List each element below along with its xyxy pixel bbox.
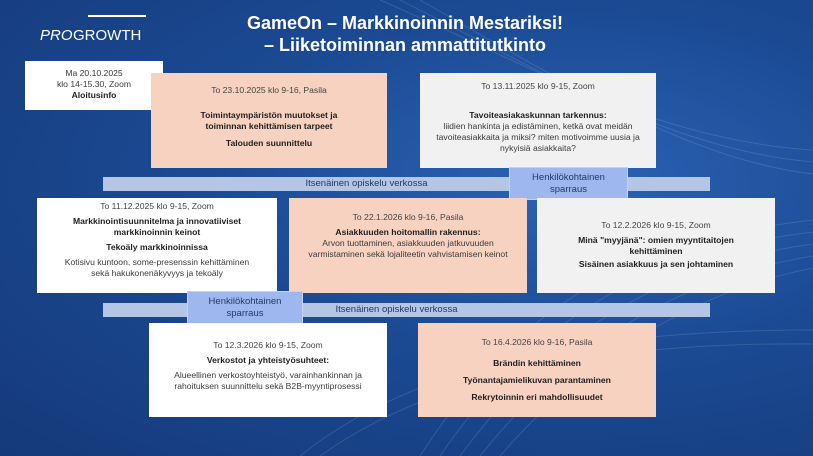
- session-time: klo 14-15.30, Zoom: [56, 79, 132, 89]
- session-topic: Työnantajamielikuvan parantaminen: [463, 375, 611, 385]
- session-note: liidien hankinta ja edistäminen, ketkä ovat meidän tavoiteasiakkaita ja miksi? miten motivoimme uusia ja nykyisiä asiakkaita?: [436, 121, 640, 153]
- svg-text:PRO: PRO: [40, 27, 73, 44]
- title-line-2: – Liiketoiminnan ammattitutkinto: [263, 35, 547, 55]
- session-box-asiakkuuden-hoitomalli: [289, 198, 527, 293]
- sparring-label: Henkilökohtainen sparraus: [532, 172, 605, 195]
- session-date: Ma 20.10.2025: [65, 68, 123, 78]
- session-topic: Sisäinen asiakkuus ja sen johtaminen: [578, 259, 734, 269]
- self-study-label: Itsenäinen opiskelu verkossa: [305, 178, 428, 189]
- title-line-1: GameOn – Markkinoinnin Mestariksi!: [246, 13, 564, 33]
- session-date: To 11.12.2025 klo 9-15, Zoom: [100, 201, 214, 211]
- session-topic: Brändin kehittäminen: [493, 358, 581, 368]
- session-topic: Aloitusinfo: [71, 90, 117, 100]
- session-note: Arvon tuottaminen, asiakkuuden jatkuvuuden varmistaminen sekä lojaliteetin vahvistamisen keinot: [308, 238, 508, 259]
- sparring-pill-1: [509, 167, 628, 200]
- session-topic: Markkinointisuunnitelma ja innovatiiviset markkinoinnin keinot: [72, 216, 242, 237]
- svg-text:GROWTH: GROWTH: [73, 27, 142, 44]
- sparring-label: Henkilökohtainen sparraus: [208, 296, 282, 319]
- session-topic: Toimintaympäristön muutokset ja toiminnan kehittämisen tarpeet: [200, 110, 338, 131]
- session-box-tavoiteasiakaskunta: [420, 73, 656, 168]
- session-box-brandi: [418, 323, 656, 417]
- session-note: Kotisivu kuntoon, some-presenssin kehittäminen sekä hakukonenäkyvyys ja tekoäly: [64, 257, 250, 278]
- session-date: To 13.11.2025 klo 9-15, Zoom: [481, 81, 595, 91]
- session-topic: Tavoiteasiakaskunnan tarkennus:: [469, 110, 607, 120]
- session-topic: Talouden suunnittelu: [225, 138, 313, 148]
- session-topic: Rekrytoinnin eri mahdollisuudet: [471, 392, 603, 402]
- session-box-aloitusinfo: [25, 61, 163, 110]
- session-date: To 23.10.2025 klo 9-16, Pasila: [211, 85, 327, 95]
- session-date: To 22.1.2026 klo 9-16, Pasila: [352, 212, 464, 222]
- session-box-mina-myyjana: [537, 198, 775, 293]
- session-box-verkostot: [149, 323, 387, 417]
- pro-growth-logo: [40, 14, 152, 48]
- self-study-label: Itsenäinen opiskelu verkossa: [335, 304, 458, 315]
- session-date: To 12.2.2026 klo 9-15, Zoom: [601, 220, 711, 230]
- session-topic: Tekoäly markkinoinnissa: [106, 242, 208, 252]
- session-topic: Minä "myyjänä": omien myyntitaitojen kehittäminen: [578, 235, 734, 256]
- session-box-markkinointisuunnitelma: [37, 198, 277, 293]
- session-box-toimintaymparisto: [151, 73, 387, 168]
- session-note: Alueellinen verkostoyhteistyö, varainhankinnan ja rahoituksen suunnittelu sekä B2B-myyntiprosessi: [174, 370, 362, 391]
- page-title: [170, 12, 640, 56]
- sparring-pill-2: [187, 291, 303, 324]
- session-date: To 16.4.2026 klo 9-16, Pasila: [481, 337, 593, 347]
- session-date: To 12.3.2026 klo 9-15, Zoom: [213, 340, 323, 350]
- session-topic: Verkostot ja yhteistyösuhteet:: [206, 355, 330, 365]
- session-topic: Asiakkuuden hoitomallin rakennus:: [335, 227, 481, 237]
